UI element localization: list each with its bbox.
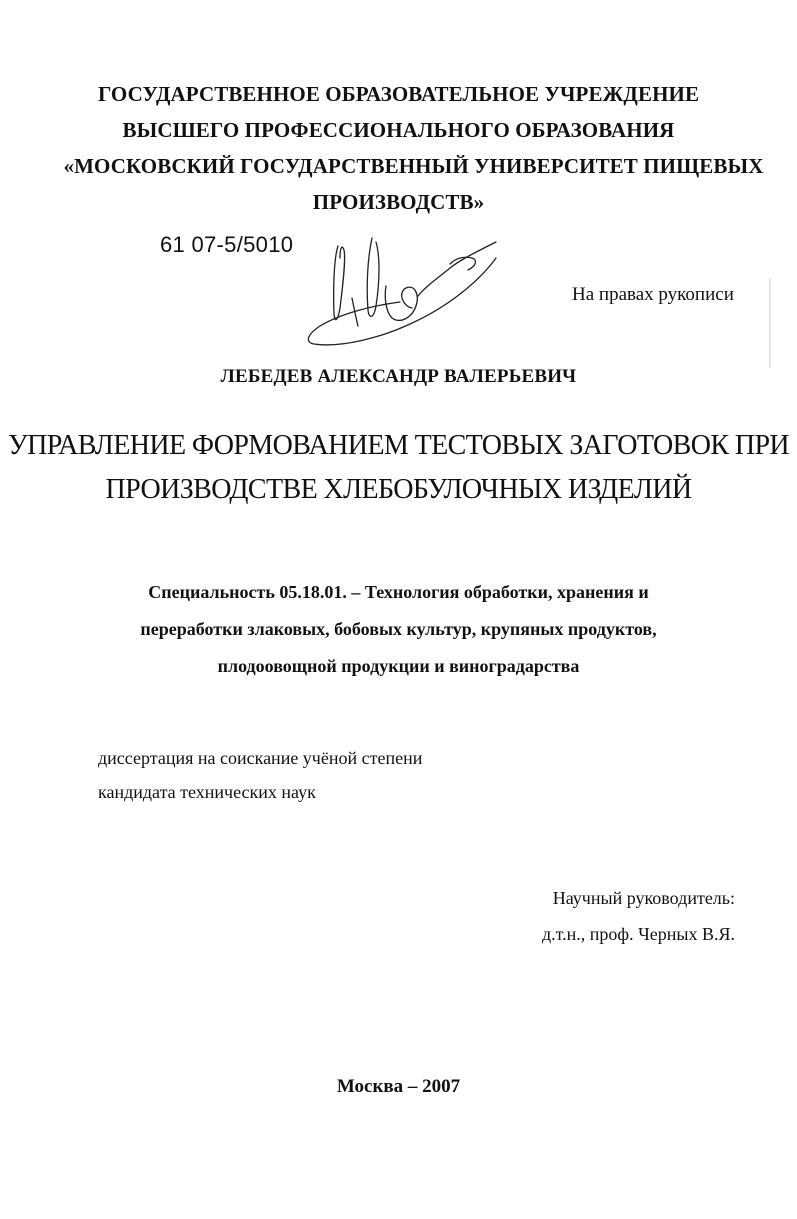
institution-header	[0, 76, 797, 220]
institution-line-2: ВЫСШЕГО ПРОФЕССИОНАЛЬНОГО ОБРАЗОВАНИЯ	[122, 118, 675, 142]
speciality-line-2: переработки злаковых, бобовых культур, крупяных продуктов,	[140, 619, 657, 639]
speciality-line-1: Специальность 05.18.01. – Технология обработки, хранения и	[148, 582, 649, 602]
institution-line-1: ГОСУДАРСТВЕННОЕ ОБРАЗОВАТЕЛЬНОЕ УЧРЕЖДЕНИЕ	[97, 82, 700, 106]
title-line-1: УПРАВЛЕНИЕ ФОРМОВАНИЕМ ТЕСТОВЫХ ЗАГОТОВОК ПРИ	[7, 430, 790, 461]
speciality-block	[0, 574, 797, 685]
institution-line-4: ПРОИЗВОДСТВ»	[312, 190, 485, 214]
dissertation-type-line-1: диссертация на соискание учёной степени	[98, 748, 423, 768]
margin-mark	[769, 278, 771, 368]
institution-line-3: «МОСКОВСКИЙ ГОСУДАРСТВЕННЫЙ УНИВЕРСИТЕТ ПИЩЕВЫХ	[63, 154, 764, 178]
registration-code: 61 07-5/5010	[160, 232, 294, 257]
handwritten-signature-icon	[300, 228, 500, 358]
supervisor-name: д.т.н., проф. Черных В.Я.	[541, 924, 735, 944]
speciality-line-3: плодоовощной продукции и виноградарства	[217, 656, 580, 676]
city-year: Москва – 2007	[336, 1076, 461, 1097]
author-name: ЛЕБЕДЕВ АЛЕКСАНДР ВАЛЕРЬЕВИЧ	[220, 366, 577, 387]
supervisor-label: Научный руководитель:	[552, 888, 735, 908]
title-line-2: ПРОИЗВОДСТВЕ ХЛЕБОБУЛОЧНЫХ ИЗДЕЛИЙ	[105, 474, 692, 505]
dissertation-type-line-2: кандидата технических наук	[98, 782, 316, 802]
manuscript-rights-note: На правах рукописи	[572, 284, 734, 305]
dissertation-title	[0, 424, 797, 512]
